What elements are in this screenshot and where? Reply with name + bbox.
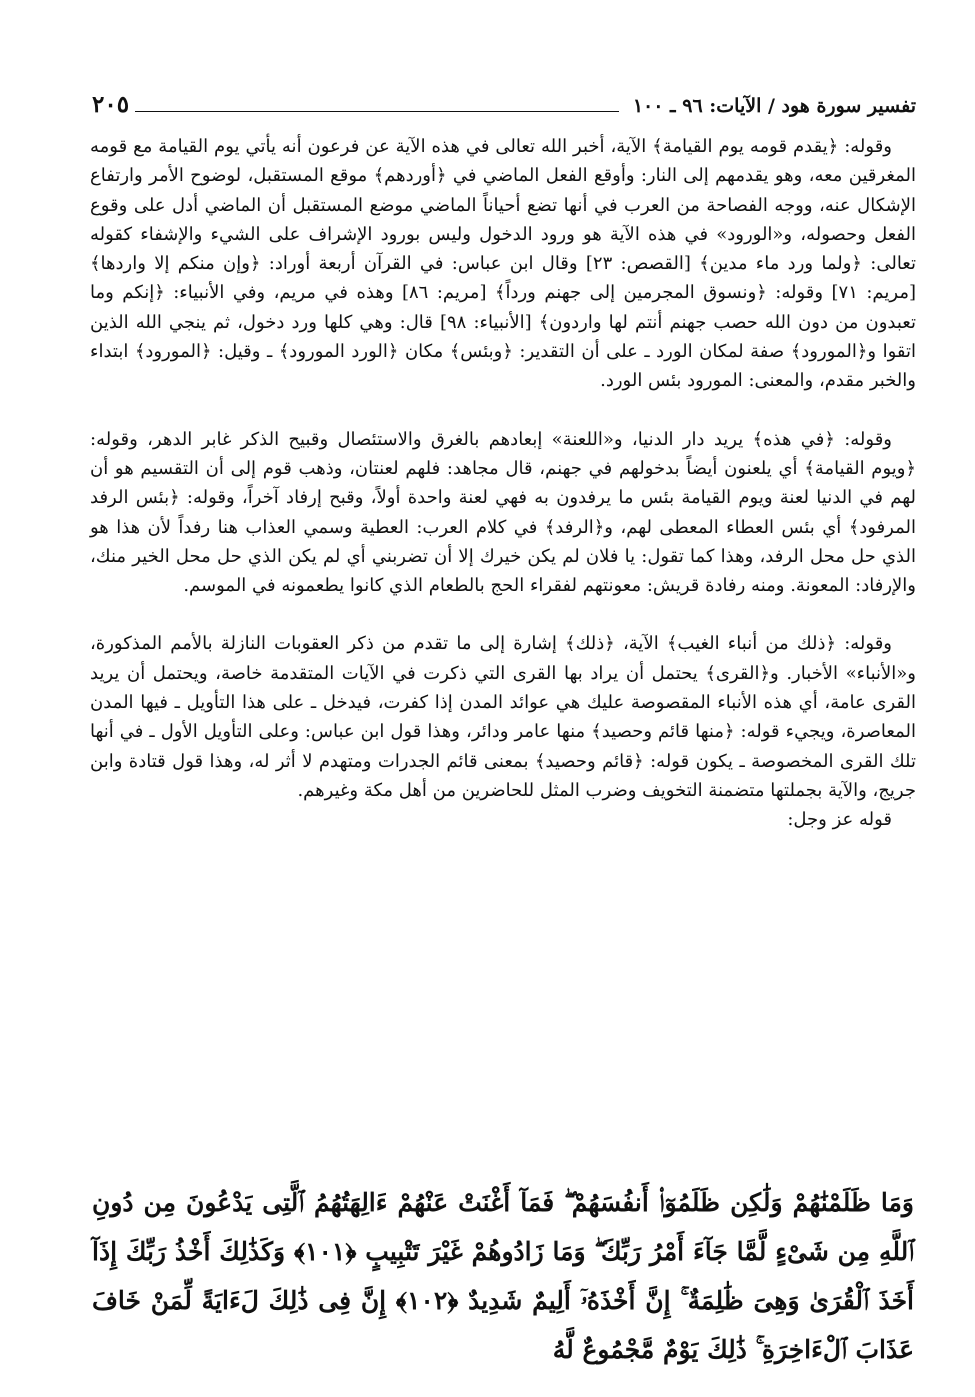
- paragraph-2: وقوله: ﴿في هذه﴾ يريد دار الدنيا، و«اللعنة» إبعادهم بالغرق والاستئصال وقبيح الذكر غابر الدهر، وقوله: ﴿ويوم القيامة﴾ أي يلعنون أيضاً بدخولهم في جهنم، قال مجاهد: فلهم لعنتان، وذهب قوم إلى أن التقسيم هو أن لهم في الدنيا لعنة ويوم القيامة بئس ما يرفدون به فهي لعنة واحدة أولاً، وقبح إرفاد آخراً، وقوله: ﴿بئس الرفد المرفود﴾ أي بئس العطاء المعطى لهم، و﴿الرفد﴾ في كلام العرب: العطية وسمي العذاب هنا رفداً لأن هذا هو الذي حل محل الرفد، وهذا كما تقول: يا فلان لم يكن خيرك إلا أن تضربني أي لم يكن الذي حل محل الخير منك، والإرفاد: المعونة. ومنه رفادة قريش: معونتهم لفقراء الحج بالطعام الذي كانوا يطعمونه في الموسم.: [90, 428, 916, 597]
- running-title: تفسير سورة هود / الآيات: ٩٦ ـ ١٠٠: [632, 95, 916, 117]
- header-rule: [135, 111, 619, 112]
- paragraph-gap: [90, 600, 916, 629]
- paragraph-3: وقوله: ﴿ذلك من أنباء الغيب﴾ الآية، ﴿ذلك﴾ إشارة إلى ما تقدم من ذكر العقوبات النازلة بالأمم المذكورة، و«الأنباء» الأخبار. و﴿القرى﴾ يحتمل أن يراد بها القرى التي ذكرت في الآيات المتقدمة خاصة، ويحتمل أن يريد القرى عامة، أي هذه الأنباء المقصوصة عليك هي عوائد المدن إذا كفرت، فيدخل ـ على هذا التأويل ـ فيها المدن المعاصرة، ويجيء قوله: ﴿منها قائم وحصيد﴾ منها عامر ودائر، وهذا قول ابن عباس: وعلى التأويل الأول ـ في أنها تلك القرى المخصوصة ـ يكون قوله: ﴿قائم وحصيد﴾ بمعنى قائم الجدرات ومتهدم لا أثر له، وهذا قول قتادة وابن جريج، والآية بجملتها متضمنة التخويف وضرب المثل للحاضرين من أهل مكة وغيرهم.: [90, 633, 916, 801]
- page-header: [92, 82, 916, 116]
- verse-intro: قوله عز وجل:: [787, 809, 892, 831]
- paragraph-1: وقوله: ﴿يقدم قومه يوم القيامة﴾ الآية، أخبر الله تعالى في هذه الآية عن فرعون أنه يأتي يوم القيامة مع قومه المغرقين معه، وهو يقدمهم إلى النار: وأوقع الفعل الماضي في ﴿أوردهم﴾ موقع المستقبل، لوضوح الأمر وارتفاع الإشكال عنه، ووجه الفصاحة من العرب في أنها تضع أحياناً الماضي موضع المستقبل أن الماضي أدل على وقوع الفعل وحصوله، و«الورود» في هذه الآية هو ورود الدخول وليس بورود الإشراف على الشيء والإشفاء كقوله تعالى: ﴿ولما ورد ماء مدين﴾ [القصص: ٢٣] وقال ابن عباس: في القرآن أربعة أوراد: ﴿وإن منكم إلا واردها﴾ [مريم: ٧١] وقوله: ﴿ونسوق المجرمين إلى جهنم ورداً﴾ [مريم: ٨٦] وهذه في مريم، وفي الأنبياء: ﴿إنكم وما تعبدون من دون الله حصب جهنم أنتم لها واردون﴾ [الأنبياء: ٩٨] قال: وهي كلها ورد دخول، ثم ينجي الله الذين اتقوا و﴿المورود﴾ صفة لمكان الورد ـ على أن التقدير: ﴿وبئس﴾ مكان ﴿الورد المورود﴾ ـ وقيل: ﴿المورود﴾ ابتداء والخبر مقدم، والمعنى: المورود بئس الورد.: [90, 136, 916, 392]
- commentary-text: [90, 132, 916, 835]
- page-number: ٢٠٥: [92, 91, 130, 118]
- quran-verses: وَمَا ظَلَمْنَٰهُمْ وَلَٰكِن ظَلَمُوٓا۟ أَنفُسَهُمْ ۖ فَمَآ أَغْنَتْ عَنْهُمْ ءَالِهَتُهُمُ ٱلَّتِى يَدْعُونَ مِن دُونِ ٱللَّهِ مِن شَىْءٍ لَّمَّا جَآءَ أَمْرُ رَبِّكَ ۖ وَمَا زَادُوهُمْ غَيْرَ تَتْبِيبٍ ﴿١٠١﴾ وَكَذَٰلِكَ أَخْذُ رَبِّكَ إِذَآ أَخَذَ ٱلْقُرَىٰ وَهِىَ ظَٰلِمَةٌ ۚ إِنَّ أَخْذَهُۥٓ أَلِيمٌ شَدِيدٌ ﴿١٠٢﴾ إِنَّ فِى ذَٰلِكَ لَءَايَةً لِّمَنْ خَافَ عَذَابَ ٱلْءَاخِرَةِ ۚ ذَٰلِكَ يَوْمٌ مَّجْمُوعٌ لَّهُ: [92, 1188, 914, 1364]
- paragraph-gap: [90, 396, 916, 425]
